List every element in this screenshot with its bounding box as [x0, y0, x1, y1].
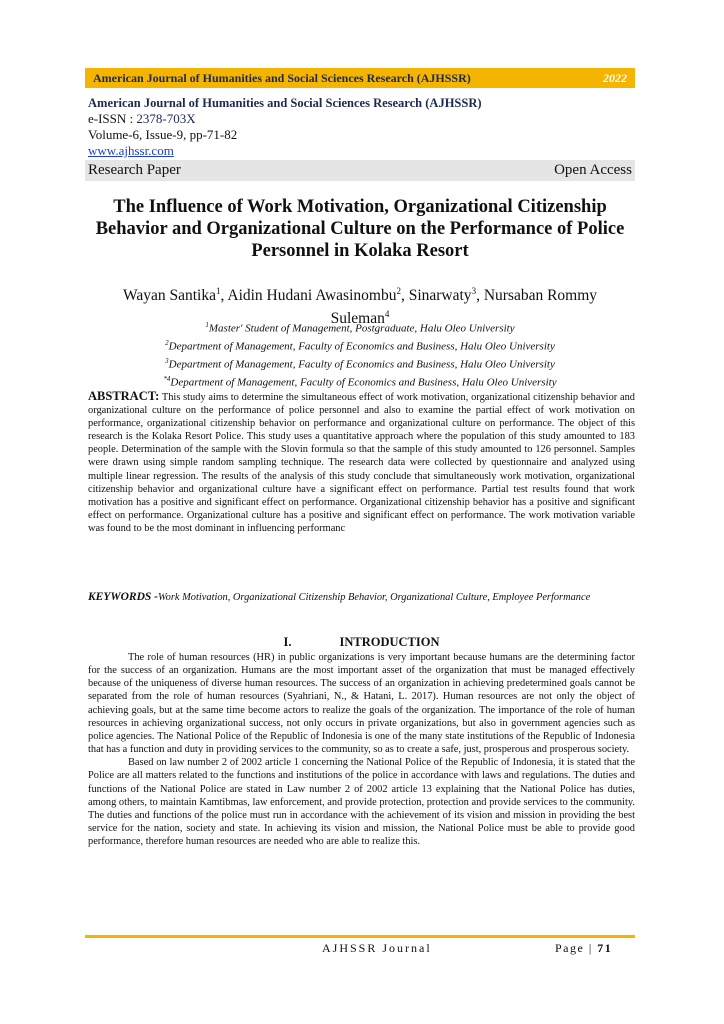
affiliation: $^3$Department of Management, Faculty of Economics and Business, Halu Oleo University: [165, 357, 555, 371]
abstract-text: This study aims to determine the simultaneous effect of work motivation, organizational citizenship behavior and organizational culture on the performance of police personnel and also to examine the partial effect of work motivation on performance, organizational citizenship behavior on performance and organizational culture on performance. The object of this research is the Kolaka Resort Police. This study uses a quantitative approach where the population of this study amounted to 183 people. Determination of the sample with the Slovin formula so that the sample of this study amounted to 126 personnel. Samples were drawn using simple random sampling technique. The research data were collected by questionnaire and analyzed using multiple linear regression. The results of the analysis of this study conclude that simultaneously work motivation, organizational citizenship behavior and organizational culture have a significant effect on performance. Partial test results found that work motivation has a positive and significant effect on performance. Organizational citizenship behavior has a positive and significant effect on performance. Organizational culture has a positive and significant effect on performance. The work motivation variable was found to be the most dominant in influencing performanc: [88, 392, 635, 534]
volume-issue: Volume-6, Issue-9, pp-71-82: [88, 127, 238, 142]
footer-journal-name: AJHSSR Journal: [322, 941, 432, 955]
introduction-body: [88, 651, 635, 848]
author: Sinarwaty$^3$,: [408, 286, 484, 305]
section-number: I.: [283, 635, 292, 649]
article-type-bar: [85, 160, 635, 181]
issn: [88, 111, 638, 127]
footer-page-number: Page | 71: [555, 941, 613, 955]
issn-value: 2378-703X: [136, 111, 196, 126]
affiliation: $^1$Master' Student of Management, Postgraduate, Halu Oleo University: [205, 321, 515, 335]
running-header-journal: American Journal of Humanities and Social Sciences Research (AJHSSR): [93, 70, 471, 85]
journal-title: American Journal of Humanities and Social Sciences Research (AJHSSR): [88, 96, 482, 110]
running-header-year: 2022: [603, 70, 627, 85]
abstract: [88, 390, 635, 535]
affiliation: $^{*4}$Department of Management, Faculty of Economics and Business, Halu Oleo University: [163, 375, 557, 390]
keywords-text: Work Motivation, Organizational Citizenship Behavior, Organizational Culture, Employee Performance: [157, 592, 591, 603]
affiliation: $^2$Department of Management, Faculty of Economics and Business, Halu Oleo University: [165, 339, 555, 353]
paragraph: Based on law number 2 of 2002 article 1 concerning the National Police of the Republic of Indonesia, it is stated that the Police are all matters related to the functions and institutions of the police in accordance with laws and regulations. The duties and functions of the National Police are stated in Law number 2 of 2002 article 13 explaining that the National Police has duties, among others, to maintain Kamtibmas, law enforcement, and provide protection, protection and provide services to the community. The duties and functions of the police must run in accordance with the achievement of its vision and mission in providing the best service for the nation, society and state. In achieving its vision and mission, the National Police must be able to provide good performance, therefore human resources are needed who are able to realize this.: [88, 757, 635, 848]
paragraph: The role of human resources (HR) in public organizations is very important because humans are the determining factor for the success of an organization. Humans are the most important asset of the organization that must be managed effectively because of the uniqueness of diverse human resources. The success of an organization in achieving predetermined goals cannot be separated from the role of human resources (Syahriani, N., & Hatani, L. 2017). Human resources are not only the object of achieving goals, but at the same time become actors to realize the goals of the organization. The importance of the role of human resources in achieving organizational success, not only occurs in private organizations, but also in government agencies such as police agencies. The National Police of the Republic of Indonesia is one of the many state institutions of the Republic of Indonesia that has a function and duty in providing services to the community, so as to create a safe, just, prosperous and prosperous society.: [88, 652, 635, 756]
paper-title: The Influence of Work Motivation, Organizational Citizenship Behavior and Organizational Culture on the Performance of Police Personnel in Kolaka Resort: [95, 197, 625, 261]
journal-website-link[interactable]: www.ajhssr.com: [88, 143, 174, 158]
section-heading-introduction: [88, 635, 635, 650]
access-type: Open Access: [554, 162, 632, 178]
author: Nursaban Rommy Suleman$^4$: [330, 287, 598, 328]
article-type: Research Paper: [88, 162, 181, 178]
keywords: [88, 591, 635, 604]
issn-label: e-ISSN :: [88, 111, 137, 126]
affiliation-list: [95, 318, 625, 391]
footer-divider: [85, 935, 635, 938]
author: Aidin Hudani Awasinombu$^2$,: [227, 286, 409, 305]
author: Wayan Santika$^1$,: [122, 286, 228, 305]
running-header: [85, 68, 635, 88]
abstract-label: ABSTRACT:: [88, 389, 160, 403]
section-title: INTRODUCTION: [339, 635, 440, 649]
keywords-label: KEYWORDS -: [88, 591, 158, 603]
journal-meta: [88, 95, 638, 159]
